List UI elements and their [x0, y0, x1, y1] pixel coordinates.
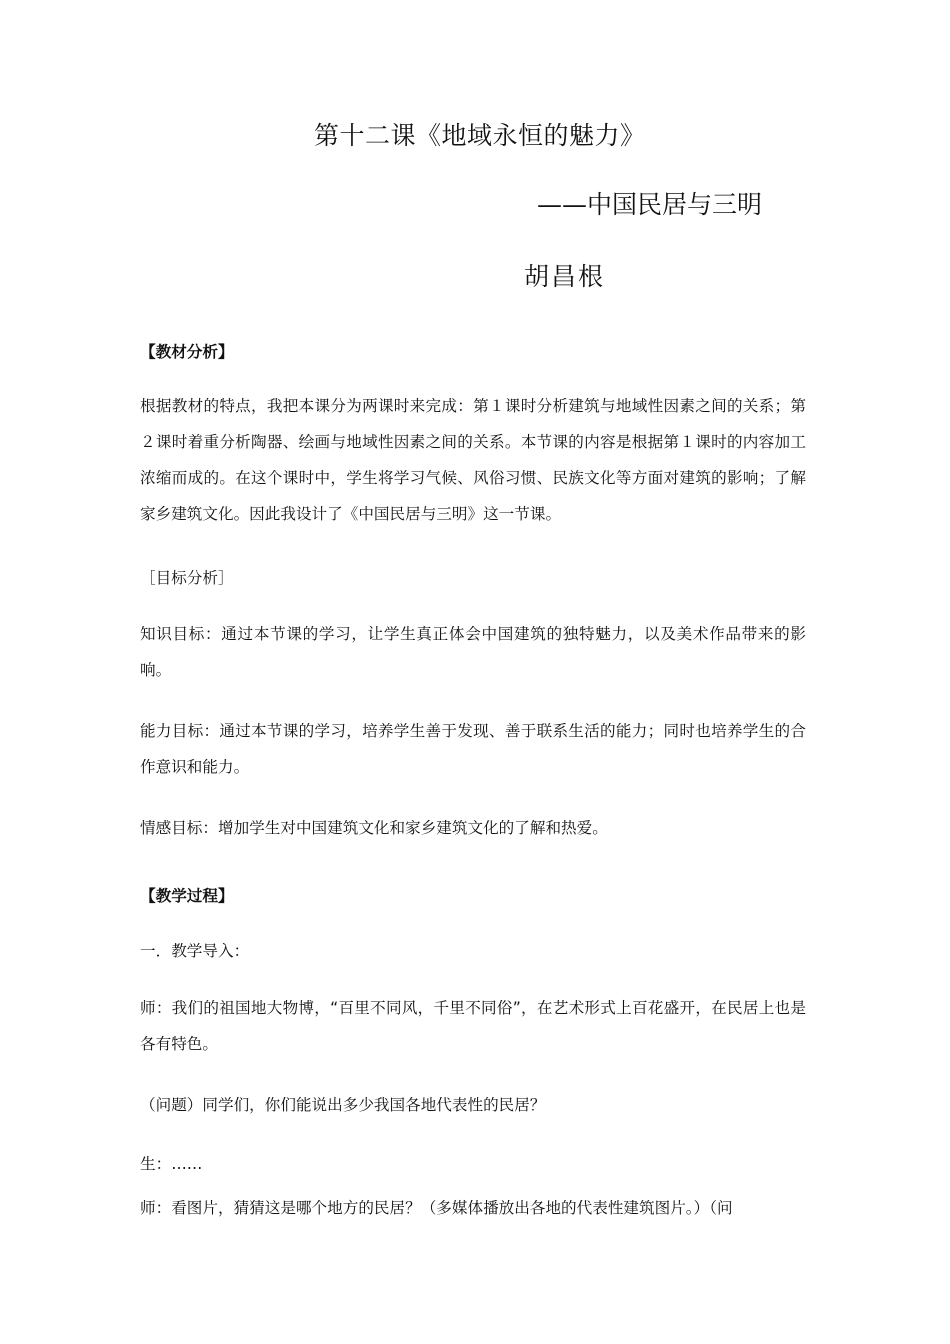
teaching-process-heading: 【教学过程】	[140, 887, 234, 905]
ability-goal-paragraph	[140, 713, 806, 785]
material-analysis-text: 根据教材的特点，我把本课分为两课时来完成：第１课时分析建筑与地域性因素之间的关系；第２课时着重分析陶器、绘画与地域性因素之间的关系。本节课的内容是根据第１课时的内容加工浓缩而成的。在这个课时中，学生将学习气候、风俗习惯、民族文化等方面对建筑的影响；了解家乡建筑文化。因此我设计了《中国民居与三明》这一节课。	[140, 397, 806, 523]
student-line: 生：……	[140, 1155, 203, 1173]
material-analysis-heading: 【教材分析】	[140, 343, 234, 361]
knowledge-goal-text: 知识目标：通过本节课的学习，让学生真正体会中国建筑的独特魅力，以及美术作品带来的影响。	[140, 625, 806, 679]
emotion-goal-text: 情感目标：增加学生对中国建筑文化和家乡建筑文化的了解和热爱。	[140, 819, 608, 837]
teaching-intro-line: 一．教学导入：	[140, 942, 250, 960]
document-title: 第十二课《地域永恒的魅力》	[314, 121, 646, 150]
ability-goal-text: 能力目标：通过本节课的学习，培养学生善于发现、善于联系生活的能力；同时也培养学生的合作意识和能力。	[140, 722, 806, 776]
document-subtitle: ——中国民居与三明	[537, 190, 763, 219]
material-analysis-paragraph	[140, 388, 806, 532]
author-name: 胡昌根	[524, 262, 606, 291]
teacher-line-1-paragraph	[140, 990, 806, 1062]
knowledge-goal-paragraph	[140, 616, 806, 688]
teacher-line-2-paragraph	[140, 1190, 806, 1226]
teacher-line-1: 师：我们的祖国地大物博，“百里不同风，千里不同俗”，在艺术形式上百花盛开，在民居上也是各有特色。	[140, 999, 806, 1053]
question-line: （问题）同学们，你们能说出多少我国各地代表性的民居？	[140, 1096, 546, 1114]
emotion-goal-paragraph	[140, 810, 806, 846]
goal-analysis-heading: ［目标分析］	[140, 569, 234, 587]
teacher-line-2: 师：看图片，猜猜这是哪个地方的民居？（多媒体播放出各地的代表性建筑图片。）（问	[140, 1199, 733, 1217]
